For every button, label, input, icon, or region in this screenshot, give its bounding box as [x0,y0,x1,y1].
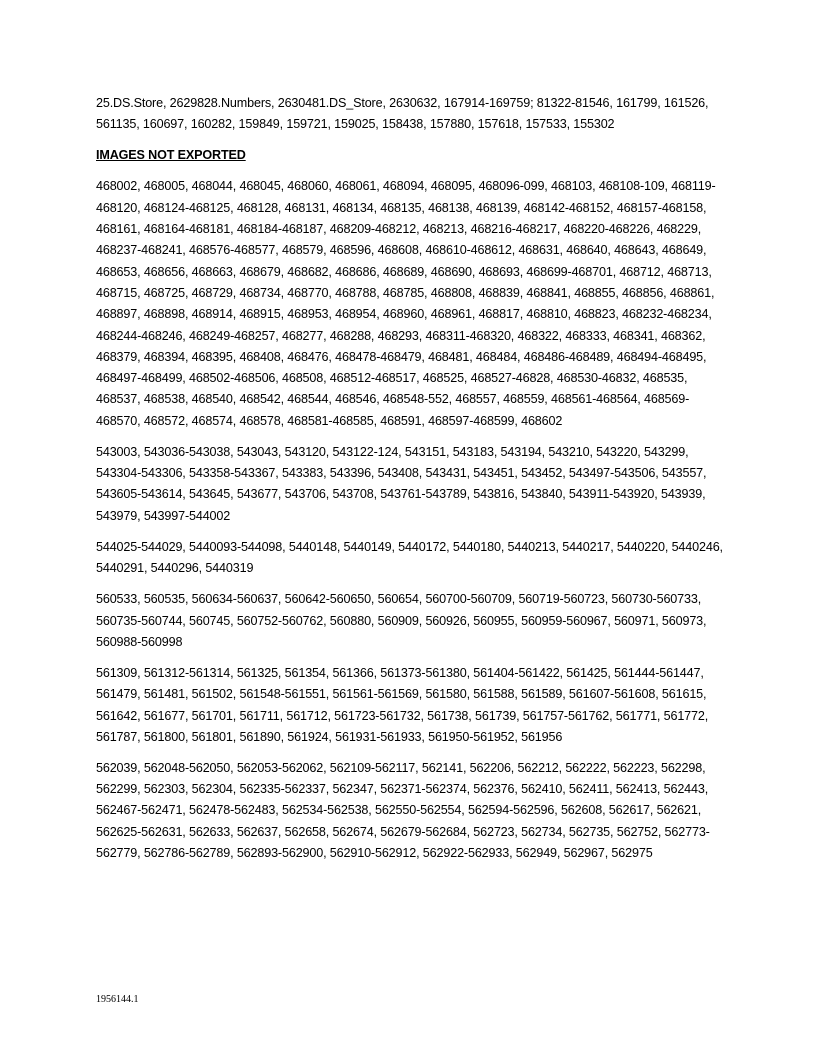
paragraph-468-range: 468002, 468005, 468044, 468045, 468060, 468061, 468094, 468095, 468096-099, 468103, 468108-109, 468119-468120, 468124-468125, 468128, 468131, 468134, 468135, 468138, 468139, 468142-468152, 468157-468158, 468161, 468164-468181, 468184-468187, 468209-468212, 468213, 468216-468217, 468220-468226, 468229, 468237-468241, 468576-468577, 468579, 468596, 468608, 468610-468612, 468631, 468640, 468643, 468649, 468653, 468656, 468663, 468679, 468682, 468686, 468689, 468690, 468693, 468699-468701, 468712, 468713, 468715, 468725, 468729, 468734, 468770, 468788, 468785, 468808, 468839, 468841, 468855, 468856, 468861, 468897, 468898, 468914, 468915, 468953, 468954, 468960, 468961, 468817, 468810, 468823, 468232-468234, 468244-468246, 468249-468257, 468277, 468288, 468293, 468311-468320, 468322, 468333, 468341, 468362, 468379, 468394, 468395, 468408, 468476, 468478-468479, 468481, 468484, 468486-468489, 468494-468495, 468497-468499, 468502-468506, 468508, 468512-468517, 468525, 468527-46828, 468530-46832, 468535, 468537, 468538, 468540, 468542, 468544, 468546, 468548-552, 468557, 468559, 468561-468564, 468569-468570, 468572, 468574, 468578, 468581-468585, 468591, 468597-468599, 468602 [96,179,716,428]
document-body [96,93,726,874]
footer-document-id: 1956144.1 [96,994,139,1005]
paragraph-543-range: 543003, 543036-543038, 543043, 543120, 543122-124, 543151, 543183, 543194, 543210, 543220, 543299, 543304-543306, 543358-543367, 543383, 543396, 543408, 543431, 543451, 543452, 543497-543506, 543557, 543605-543614, 543645, 543677, 543706, 543708, 543761-543789, 543816, 543840, 543911-543920, 543939, 543979, 543997-544002 [96,444,707,523]
paragraph-561-range: 561309, 561312-561314, 561325, 561354, 561366, 561373-561380, 561404-561422, 561425, 561444-561447, 561479, 561481, 561502, 561548-561551, 561561-561569, 561580, 561588, 561589, 561607-561608, 561615, 561642, 561677, 561701, 561711, 561712, 561723-561732, 561738, 561739, 561757-561762, 561771, 561772, 561787, 561800, 561801, 561890, 561924, 561931-561933, 561950-561952, 561956 [96,665,709,744]
section-heading: IMAGES NOT EXPORTED [96,148,246,163]
paragraph-560-range: 560533, 560535, 560634-560637, 560642-560650, 560654, 560700-560709, 560719-560723, 560730-560733, 560735-560744, 560745, 560752-560762, 560880, 560909, 560926, 560955, 560959-560967, 560971, 560973, 560988-560998 [96,592,707,649]
paragraph-562-range: 562039, 562048-562050, 562053-562062, 562109-562117, 562141, 562206, 562212, 562222, 562223, 562298, 562299, 562303, 562304, 562335-562337, 562347, 562371-562374, 562376, 562410, 562411, 562413, 562443, 562467-562471, 562478-562483, 562534-562538, 562550-562554, 562594-562596, 562608, 562617, 562621, 562625-562631, 562633, 562637, 562658, 562674, 562679-562684, 562723, 562734, 562735, 562752, 562773-562779, 562786-562789, 562893-562900, 562910-562912, 562922-562933, 562949, 562967, 562975 [96,760,710,861]
paragraph-544-range: 544025-544029, 5440093-544098, 5440148, 5440149, 5440172, 5440180, 5440213, 5440217, 5440220, 5440246, 5440291, 5440296, 5440319 [96,539,723,576]
intro-paragraph: 25.DS.Store, 2629828.Numbers, 2630481.DS_Store, 2630632, 167914-169759; 81322-81546, 161799, 161526, 561135, 160697, 160282, 159849, 159721, 159025, 158438, 157880, 157618, 157533, 155302 [96,96,709,132]
